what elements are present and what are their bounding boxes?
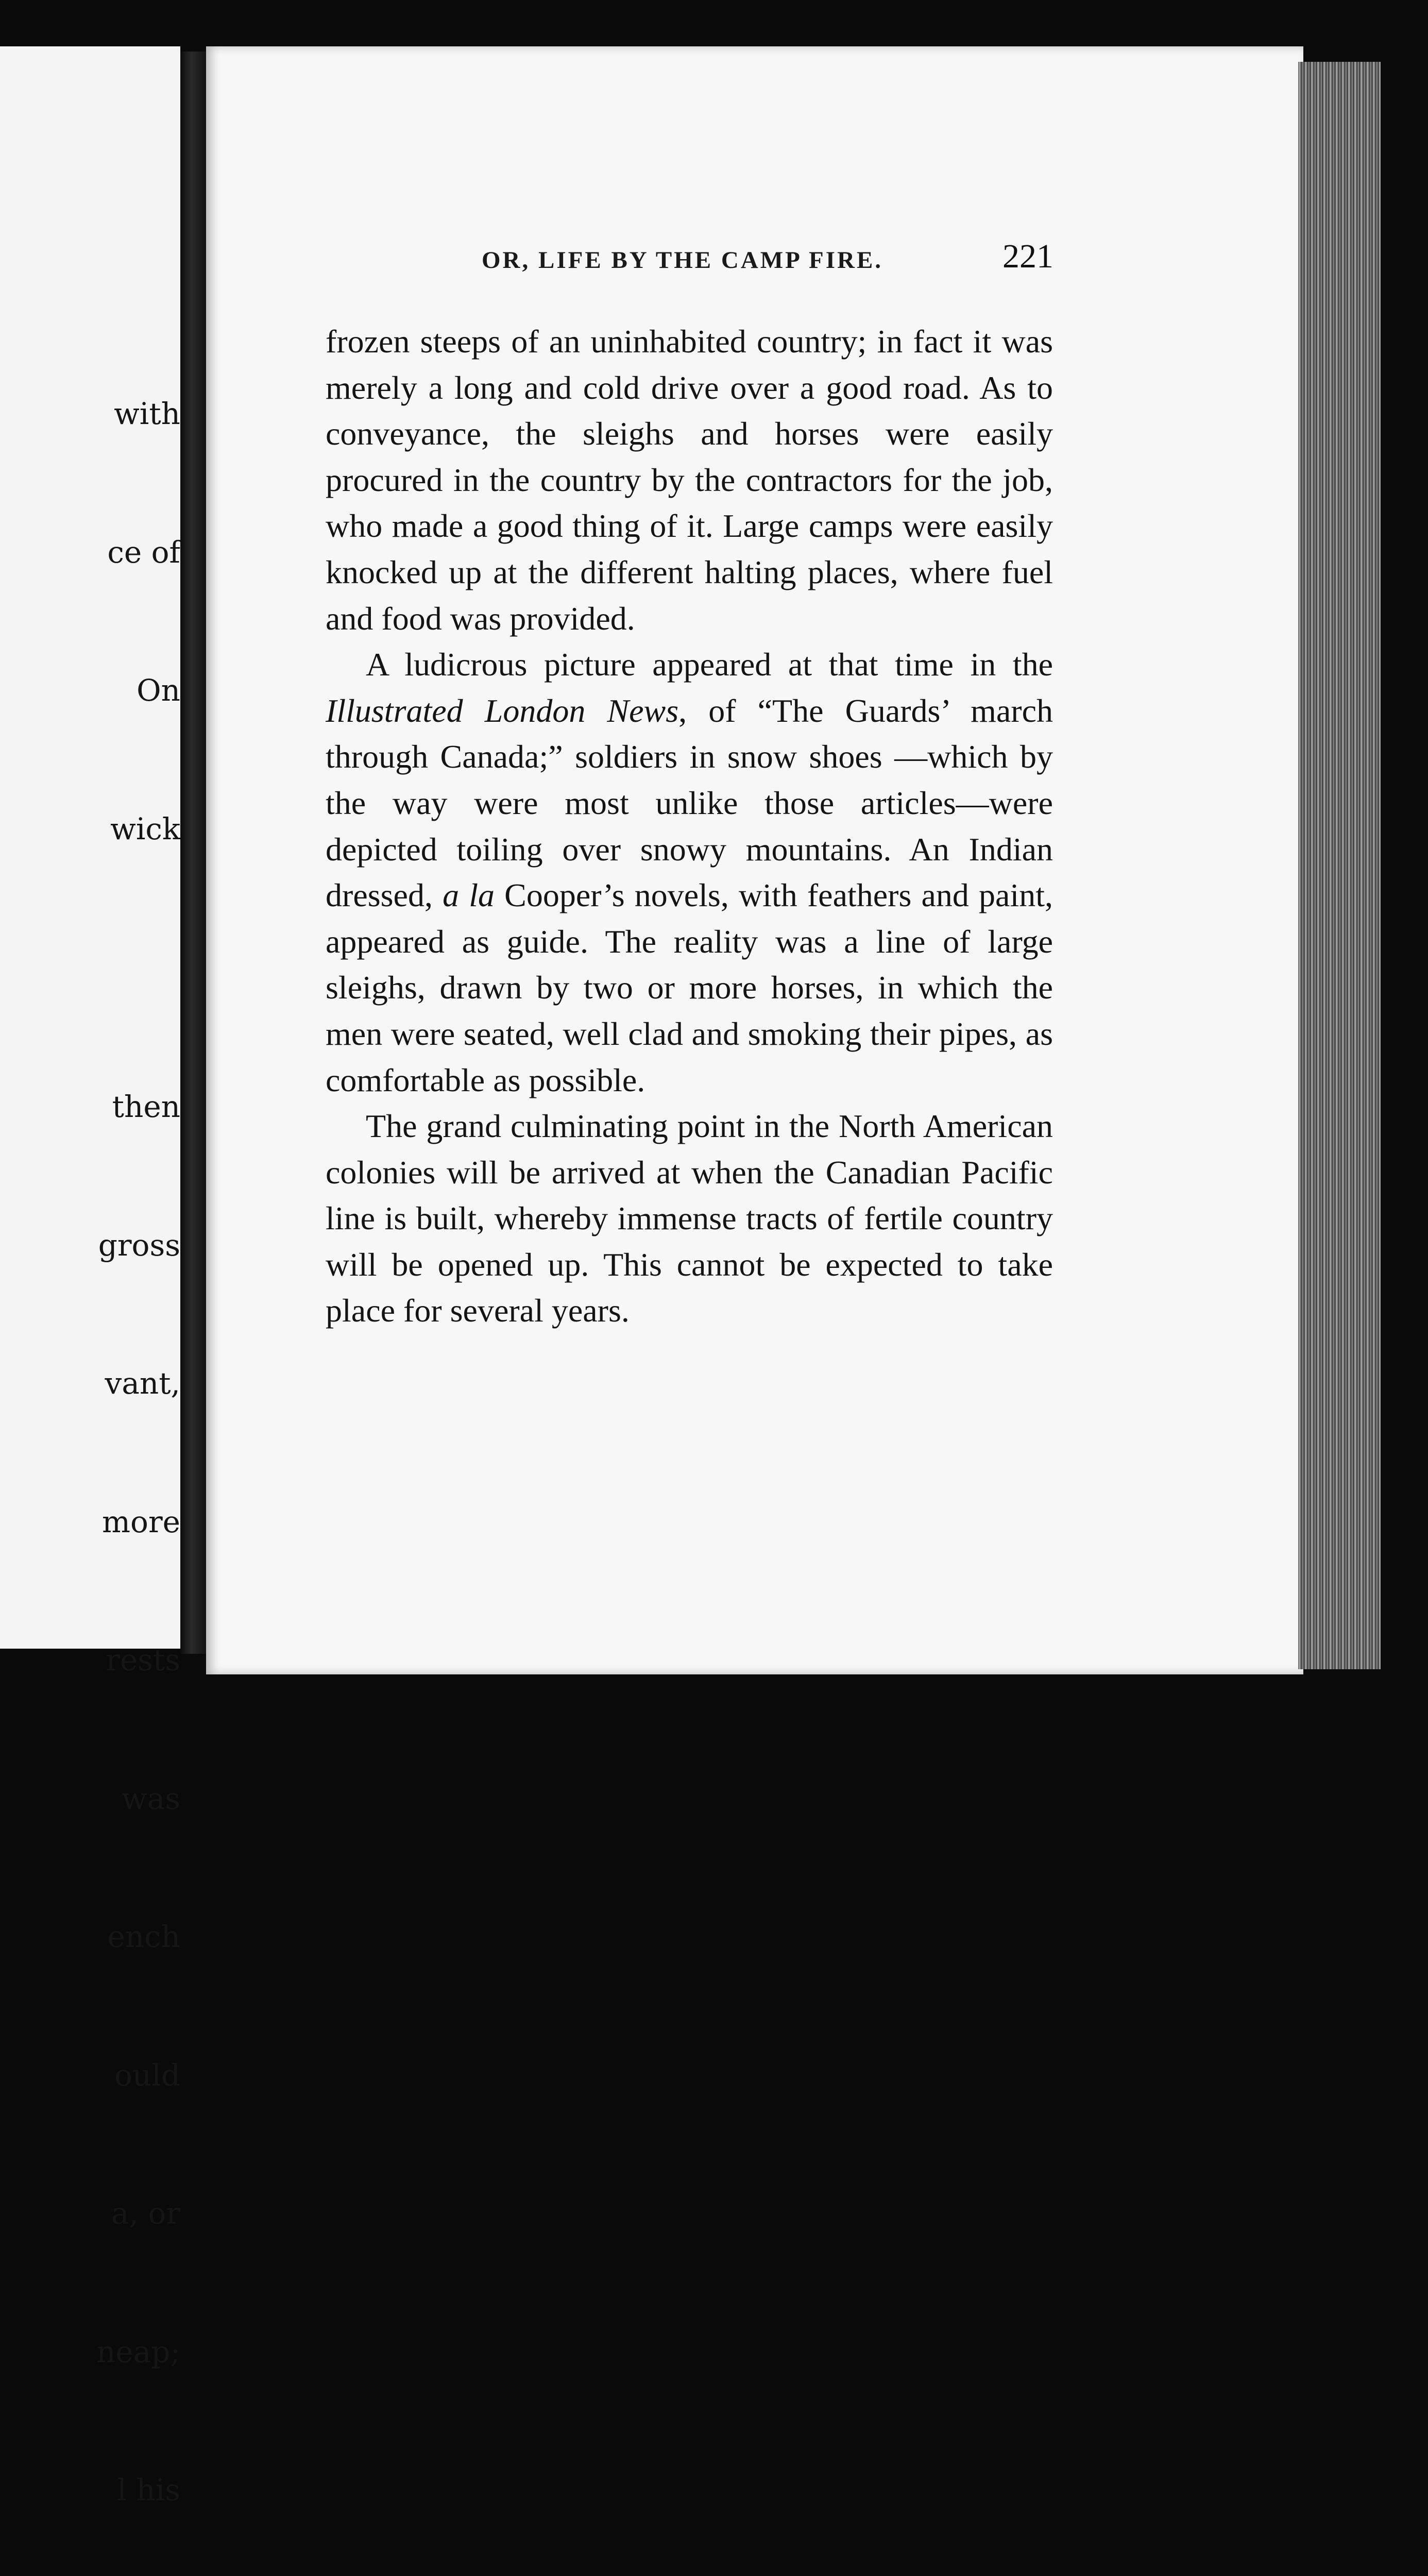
page-body [326,318,1053,1334]
paragraph-3: The grand culminating point in the North American colonies will be arrived at when the Canadian Pacific line is built, whereby immense tracts of fertile country will be opened up. This cannot be expected to take place for several years. [326,1108,1053,1329]
left-fragment: ould [114,2057,180,2093]
italic-phrase: a la [443,877,495,914]
left-page-text-fragments [5,299,180,2576]
left-fragment: a, or [111,2196,180,2231]
left-fragment: gross [98,1227,180,1263]
left-gap [5,944,180,992]
left-fragment: more [102,1504,180,1539]
left-fragment: neap; [96,2334,180,2369]
scan-background [1381,72,1428,1669]
paragraph-2-text-a: A ludicrous picture appeared at that time in the [366,646,1053,683]
paragraph-2-text-b: , of “The Guards’ march through Canada;” soldiers in snow shoes —which by the way were most unlike those articles—were depicted toiling over snowy mountains. An Indian dressed, [326,692,1053,914]
left-fragment: then [112,1089,180,1124]
page-header [482,237,1053,283]
publication-title: Illustrated London News [326,692,679,729]
paragraph-2 [326,641,1053,1103]
paragraph-1: frozen steeps of an uninhabited country; in fact it was merely a long and cold drive over a good road. As to conveyance, the sleighs and horses were easily procured in the country by the contractors for the job, who made a good thing of it. Large camps were easily knocked up at the different halting places, where fuel and food was provided. [326,323,1053,637]
page-edges [1298,62,1381,1669]
left-fragment: On [137,673,180,708]
left-fragment: vant, [105,1366,180,1401]
left-fragment: was [122,1781,180,1816]
left-fragment: ench [107,1919,180,1954]
left-fragment: with [114,396,180,431]
running-head: OR, LIFE BY THE CAMP FIRE. [482,247,883,274]
left-page [0,46,180,2507]
left-fragment: ce of [107,534,180,570]
book-gutter [180,52,209,1654]
page-number: 221 [1002,238,1053,275]
paragraph-2-text-c: Cooper’s novels, with feathers and paint, appeared as guide. The reality was a line of large sleighs, drawn by two or more horses, in which the men were seated, well clad and smoking their pipes, as comfortable as possible. [326,877,1053,1098]
left-fragment: wick [110,811,180,846]
left-fragment: rests [106,1642,180,1677]
left-fragment: l his [117,2472,180,2507]
